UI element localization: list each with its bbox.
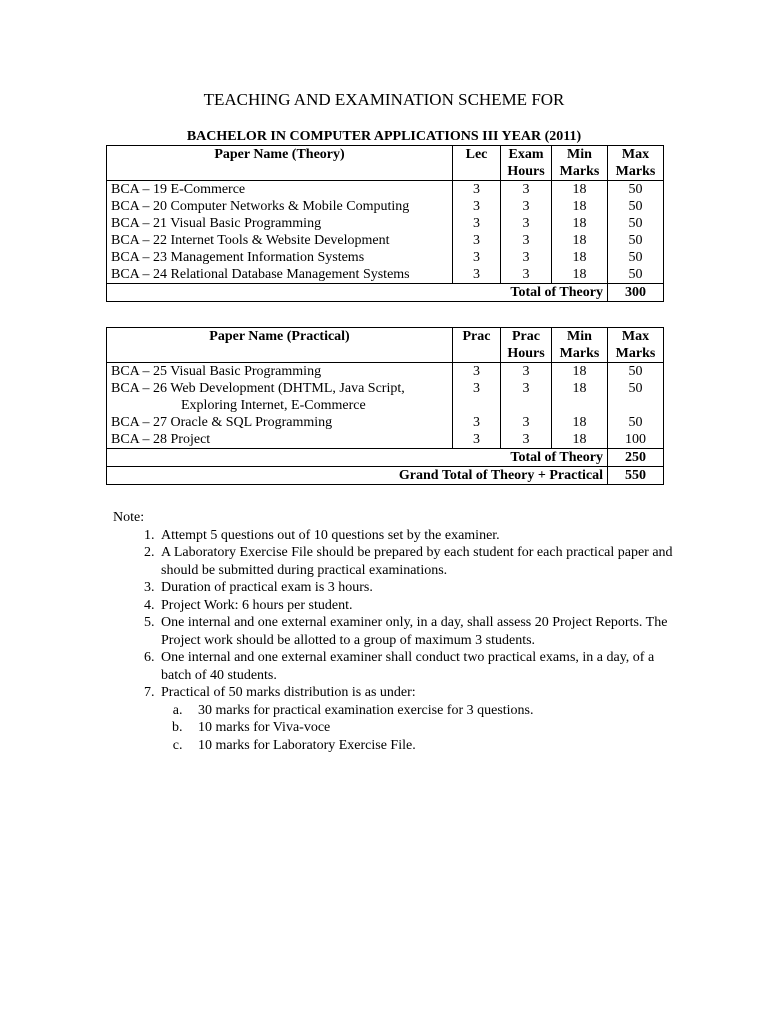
hours-value: 3 (501, 380, 552, 414)
list-item: a. 30 marks for practical examination exercise for 3 questions. (186, 702, 673, 720)
list-item: 1. Attempt 5 questions out of 10 questions set by the examiner. (158, 527, 673, 545)
paper-name: BCA – 22 Internet Tools & Website Development (107, 232, 453, 249)
header-prac: Prac (453, 328, 501, 363)
hours-value: 3 (501, 414, 552, 431)
header-paper-name: Paper Name (Practical) (107, 328, 453, 363)
theory-total-row (107, 284, 664, 302)
table-row (107, 249, 664, 266)
header-prac-hours: Prac Hours (501, 328, 552, 363)
list-item: 6. One internal and one external examiner shall conduct two practical exams, in a day, of a batch of 40 students. (158, 649, 673, 684)
practical-total-label: Total of Theory (107, 449, 608, 467)
table-row (107, 232, 664, 249)
paper-name-continued: Exploring Internet, E-Commerce (181, 398, 366, 413)
paper-name: BCA – 26 Web Development (DHTML, Java Script, Exploring Internet, E-Commerce (107, 380, 453, 414)
paper-name: BCA – 20 Computer Networks & Mobile Computing (107, 198, 453, 215)
header-min-marks: Min Marks (552, 146, 608, 181)
lec-value: 3 (453, 198, 501, 215)
max-marks-value: 50 (608, 380, 664, 414)
practical-table (106, 327, 664, 485)
paper-name: BCA – 21 Visual Basic Programming (107, 215, 453, 232)
lec-value: 3 (453, 232, 501, 249)
theory-table (106, 145, 664, 302)
min-marks-value: 18 (552, 380, 608, 414)
min-marks-value: 18 (552, 215, 608, 232)
paper-name: BCA – 24 Relational Database Management Systems (107, 266, 453, 284)
theory-total-label: Total of Theory (107, 284, 608, 302)
document-title: TEACHING AND EXAMINATION SCHEME FOR (203, 90, 565, 109)
min-marks-value: 18 (552, 414, 608, 431)
practical-total-value: 250 (608, 449, 664, 467)
list-item-text: Practical of 50 marks distribution is as under: (161, 685, 416, 700)
hours-value: 3 (501, 249, 552, 266)
document-subtitle: BACHELOR IN COMPUTER APPLICATIONS III YEAR (2011) (186, 129, 582, 144)
max-marks-value: 50 (608, 363, 664, 381)
header-exam-hours: Exam Hours (501, 146, 552, 181)
table-row (107, 431, 664, 449)
max-marks-value: 50 (608, 215, 664, 232)
table-row (107, 380, 664, 414)
table-row (107, 266, 664, 284)
min-marks-value: 18 (552, 198, 608, 215)
hours-value: 3 (501, 266, 552, 284)
max-marks-value: 50 (608, 249, 664, 266)
practical-total-row (107, 449, 664, 467)
table-row (107, 414, 664, 431)
hours-value: 3 (501, 215, 552, 232)
prac-value: 3 (453, 431, 501, 449)
table-row (107, 198, 664, 215)
practical-header-row (107, 328, 664, 363)
table-row (107, 363, 664, 381)
list-item: 3. Duration of practical exam is 3 hours. (158, 579, 673, 597)
header-paper-name: Paper Name (Theory) (107, 146, 453, 181)
paper-name: BCA – 19 E-Commerce (107, 181, 453, 199)
theory-header-row (107, 146, 664, 181)
min-marks-value: 18 (552, 266, 608, 284)
prac-value: 3 (453, 363, 501, 381)
list-item: 4. Project Work: 6 hours per student. (158, 597, 673, 615)
notes-heading: Note: (113, 510, 145, 525)
max-marks-value: 50 (608, 198, 664, 215)
lec-value: 3 (453, 266, 501, 284)
marks-distribution-list (161, 702, 673, 755)
max-marks-value: 100 (608, 431, 664, 449)
header-max-marks: Max Marks (608, 328, 664, 363)
lec-value: 3 (453, 215, 501, 232)
prac-value: 3 (453, 414, 501, 431)
notes-list (113, 527, 673, 755)
hours-value: 3 (501, 181, 552, 199)
list-item: c. 10 marks for Laboratory Exercise File. (186, 737, 673, 755)
table-row (107, 215, 664, 232)
paper-name: BCA – 27 Oracle & SQL Programming (107, 414, 453, 431)
grand-total-label: Grand Total of Theory + Practical (107, 467, 608, 485)
list-item (158, 684, 673, 754)
max-marks-value: 50 (608, 414, 664, 431)
header-lec: Lec (453, 146, 501, 181)
list-item: 5. One internal and one external examiner only, in a day, shall assess 20 Project Reports. The Project work should be allotted to a group of maximum 3 students. (158, 614, 673, 649)
min-marks-value: 18 (552, 363, 608, 381)
max-marks-value: 50 (608, 181, 664, 199)
list-item: b. 10 marks for Viva-voce (186, 719, 673, 737)
max-marks-value: 50 (608, 266, 664, 284)
min-marks-value: 18 (552, 181, 608, 199)
min-marks-value: 18 (552, 249, 608, 266)
header-max-marks: Max Marks (608, 146, 664, 181)
notes-section (113, 509, 673, 754)
hours-value: 3 (501, 198, 552, 215)
paper-name: BCA – 23 Management Information Systems (107, 249, 453, 266)
table-row (107, 181, 664, 199)
grand-total-row (107, 467, 664, 485)
list-item: 2. A Laboratory Exercise File should be prepared by each student for each practical paper and should be submitted during practical examinations. (158, 544, 673, 579)
min-marks-value: 18 (552, 232, 608, 249)
lec-value: 3 (453, 249, 501, 266)
paper-name: BCA – 28 Project (107, 431, 453, 449)
hours-value: 3 (501, 232, 552, 249)
grand-total-value: 550 (608, 467, 664, 485)
hours-value: 3 (501, 431, 552, 449)
lec-value: 3 (453, 181, 501, 199)
prac-value: 3 (453, 380, 501, 414)
min-marks-value: 18 (552, 431, 608, 449)
header-min-marks: Min Marks (552, 328, 608, 363)
hours-value: 3 (501, 363, 552, 381)
theory-total-value: 300 (608, 284, 664, 302)
max-marks-value: 50 (608, 232, 664, 249)
paper-name: BCA – 25 Visual Basic Programming (107, 363, 453, 381)
